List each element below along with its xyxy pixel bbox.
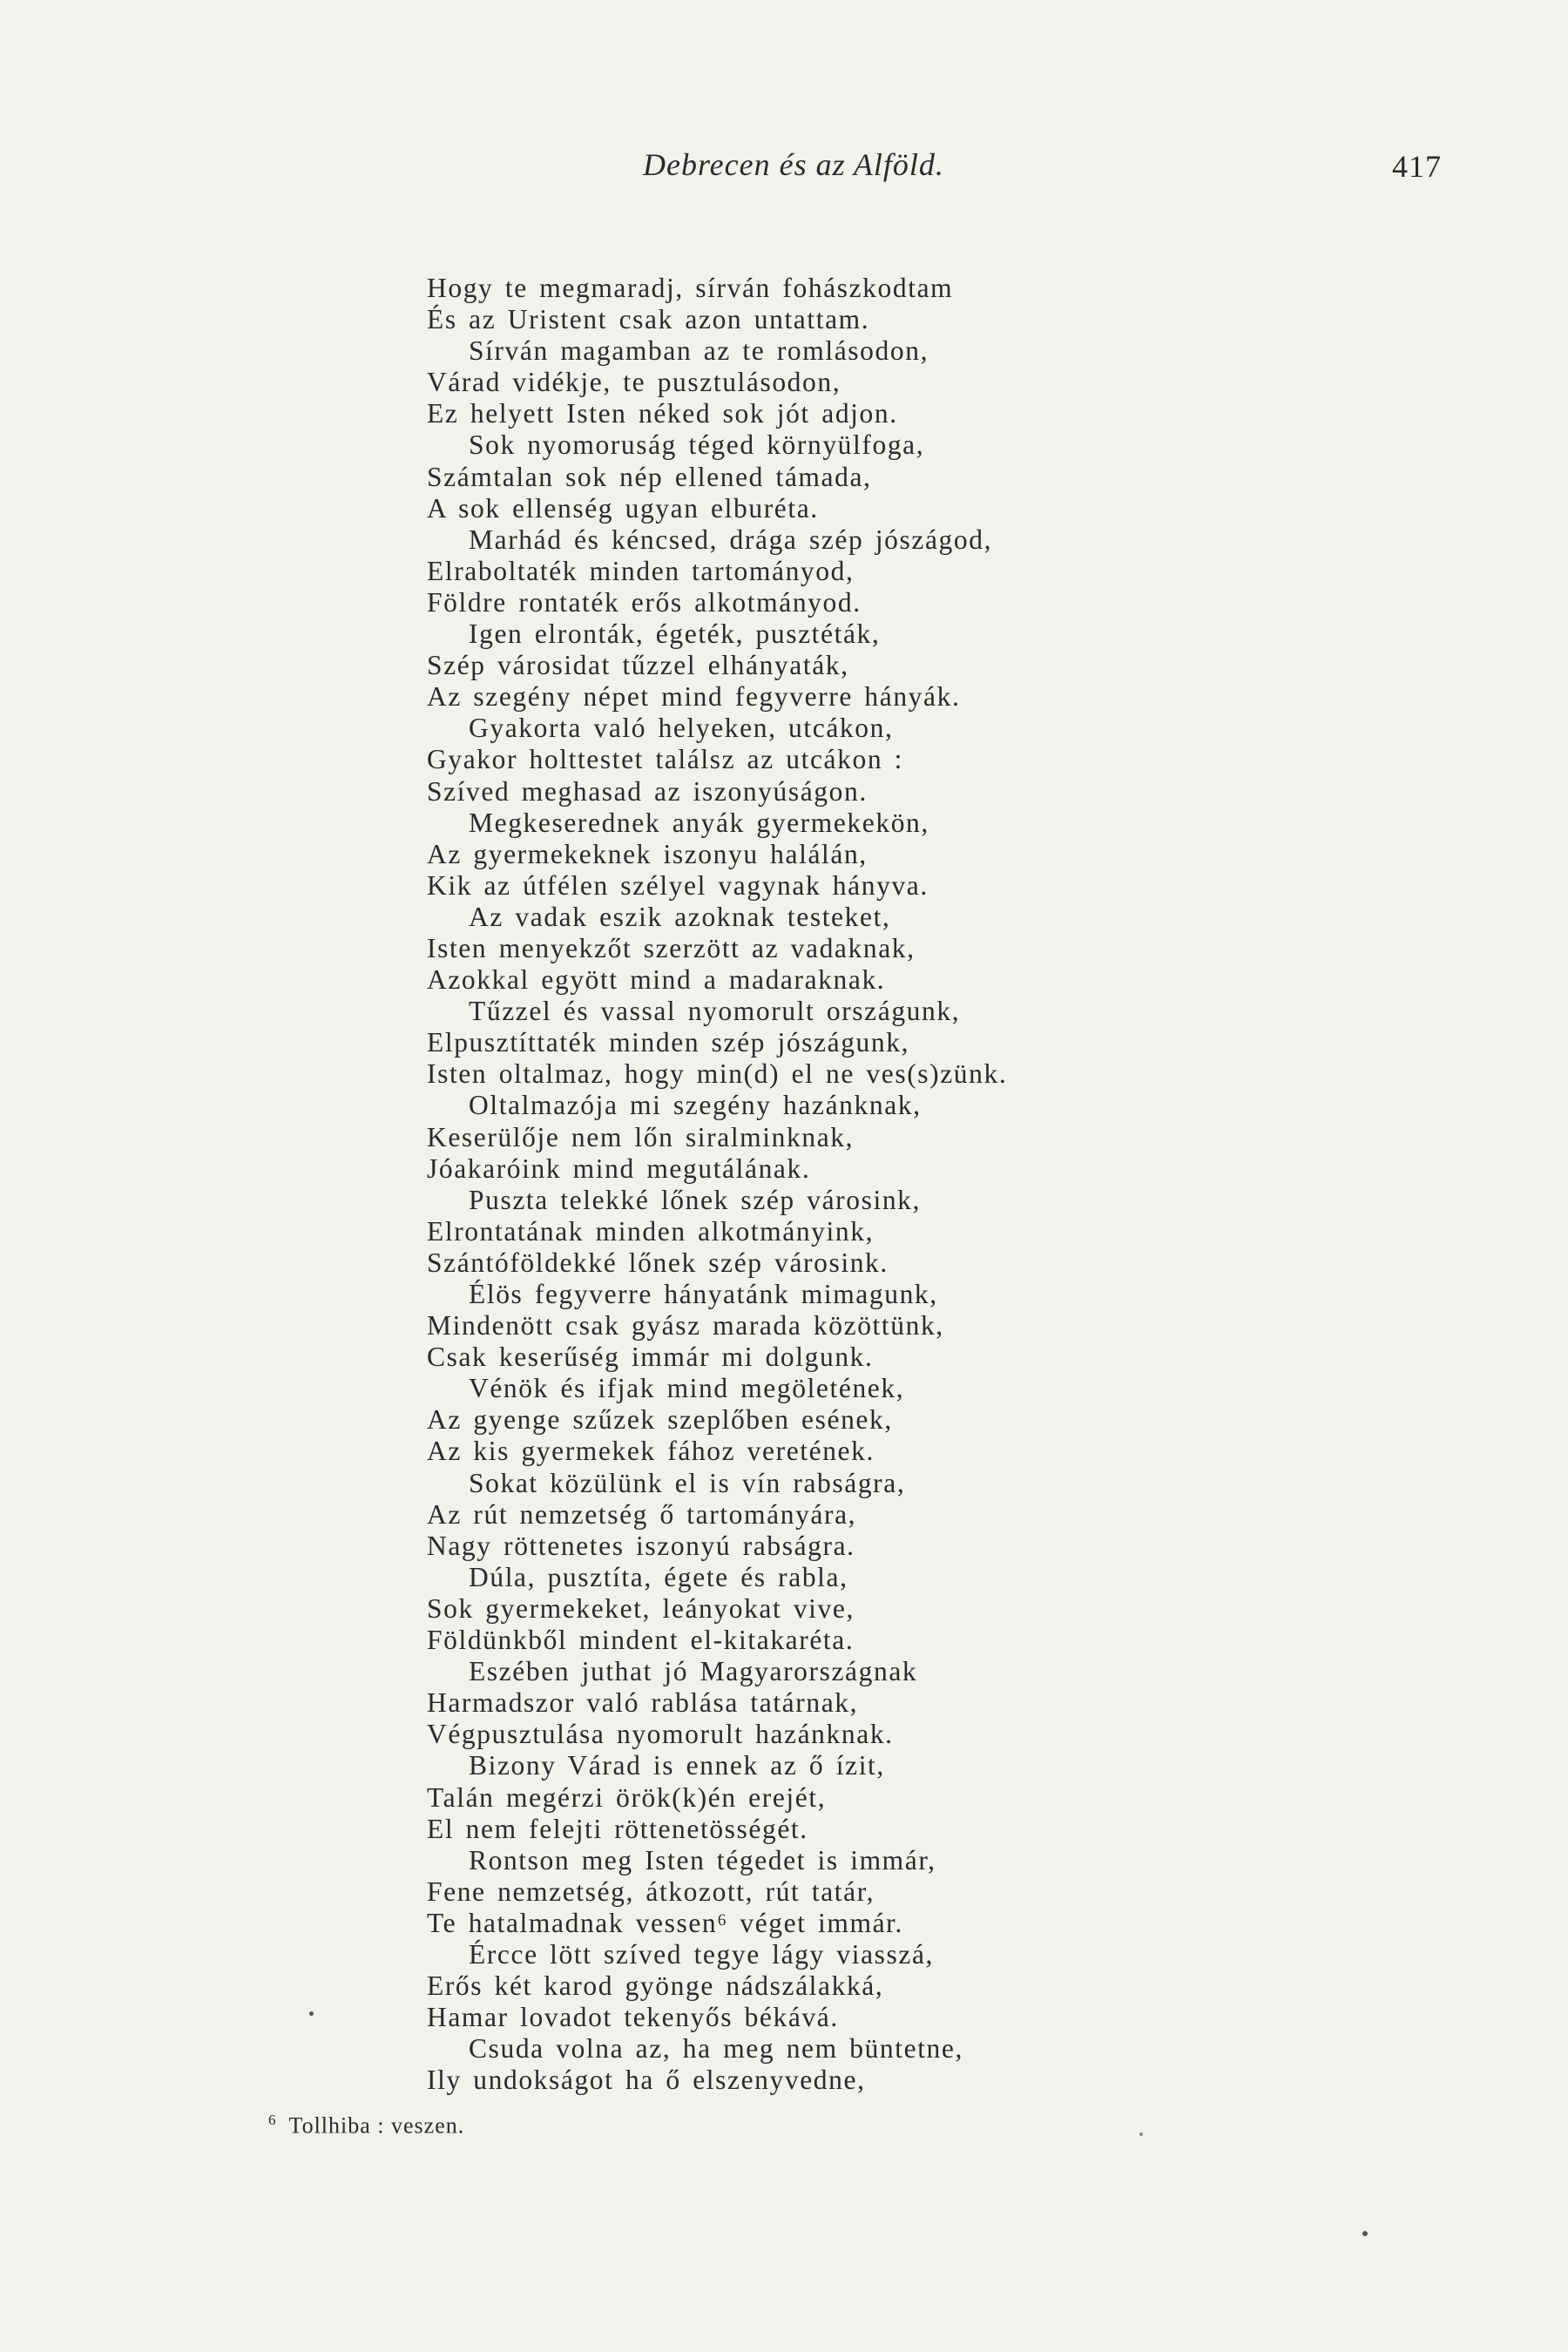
poem-line: Az kis gyermekek fához veretének. [427,1436,875,1467]
poem-line: Végpusztulása nyomorult hazánknak. [427,1719,894,1750]
poem-line: Elpusztíttaték minden szép jószágunk, [427,1027,910,1058]
poem-line: Bizony Várad is ennek az ő ízit, [469,1750,885,1781]
poem-line: Az gyermekeknek iszonyu halálán, [427,838,868,869]
poem-line: Isten menyekzőt szerzött az vadaknak, [427,932,916,963]
poem-line: Élös fegyverre hányatánk mimagunk, [469,1279,938,1309]
poem-line: Sok gyermekeket, leányokat vive, [427,1592,855,1624]
poem-line: Kik az útfélen szélyel vagynak hányva. [427,869,929,901]
poem-line: Elraboltaték minden tartományod, [427,555,855,586]
poem-line: Jóakaróink mind megutálának. [427,1152,811,1184]
poem-line: Megkeserednek anyák gyermekekön, [469,807,929,838]
poem-line: Sírván magamban az te romlásodon, [469,335,929,367]
poem-line: Várad vidékje, te pusztulásodon, [427,367,841,398]
poem-line: Hamar lovadot tekenyős békává. [427,2002,839,2033]
poem-line: Igen elronták, égeték, pusztéták, [469,618,881,650]
footnote [268,2112,464,2139]
print-speck [309,2011,314,2016]
poem-line: Az szegény népet mind fegyverre hányák. [427,681,961,713]
poem-line: Gyakorta való helyeken, utcákon, [469,713,894,744]
poem-line: A sok ellenség ugyan elburéta. [427,492,819,524]
footnote-text: Tollhiba : veszen. [288,2112,465,2139]
poem-line: Az rút nemzetség ő tartományára, [427,1498,857,1530]
poem-line: Elrontatának minden alkotmányink, [427,1215,875,1247]
poem-line: Csak keserűség immár mi dolgunk. [427,1342,874,1373]
poem-line: Szíved meghasad az iszonyúságon. [427,775,868,807]
poem-line: Nagy röttenetes iszonyú rabságra. [427,1530,855,1561]
page-number: 417 [1392,149,1442,184]
poem-line: Ez helyett Isten néked sok jót adjon. [427,398,898,429]
poem-line: Szép városidat tűzzel elhányaták, [427,650,849,681]
poem-line: Gyakor holttestet találsz az utcákon : [427,744,904,775]
poem-line: Számtalan sok nép ellened támada, [427,461,872,492]
poem-line: Puszta telekké lőnek szép városink, [469,1184,921,1215]
poem-line: Tűzzel és vassal nyomorult országunk, [469,996,961,1027]
poem-line: Szántóföldekké lőnek szép városink. [427,1247,889,1278]
running-title: Debrecen és az Alföld. [643,147,944,182]
poem-line: Csuda volna az, ha meg nem büntetne, [469,2033,963,2065]
poem-line: Oltalmazója mi szegény hazánknak, [469,1090,922,1121]
poem-line: Keserülője nem lőn siralminknak, [427,1121,855,1152]
footnote-marker: 6 [268,2112,277,2128]
print-speck [1362,2231,1368,2236]
poem-line: Te hatalmadnak vessen⁶ véget immár. [427,1907,903,1938]
poem-line: El nem felejti röttenetösségét. [427,1813,808,1844]
poem-line: Mindenött csak gyász marada közöttünk, [427,1310,944,1342]
poem-line: Ily undokságot ha ő elszenyvedne, [427,2065,866,2096]
poem-line: Erős két karod gyönge nádszálakká, [427,1970,884,2002]
poem-line: Vénök és ifjak mind megöletének, [469,1373,905,1404]
poem-line: Harmadszor való rablása tatárnak, [427,1687,859,1719]
poem-line: Fene nemzetség, átkozott, rút tatár, [427,1876,875,1907]
poem-line: Az vadak eszik azoknak testeket, [469,901,891,932]
poem-line: Hogy te megmaradj, sírván fohászkodtam [427,273,954,303]
poem-line: Isten oltalmaz, hogy min(d) el ne ves(s)zünk. [427,1058,1008,1090]
poem-line: Sok nyomoruság téged környülfoga, [469,429,925,461]
poem-line: Eszében juthat jó Magyarországnak [469,1656,918,1687]
poem-line: Marhád és kéncsed, drága szép jószágod, [469,524,993,555]
poem-line: Az gyenge szűzek szeplőben esének, [427,1404,893,1436]
poem-line: Rontson meg Isten tégedet is immár, [469,1844,936,1876]
poem-line: Talán megérzi örök(k)én erejét, [427,1781,827,1813]
print-speck [1139,2132,1143,2136]
poem-line: Dúla, pusztíta, égete és rabla, [469,1561,848,1592]
poem-line: Földünkből mindent el-kitakaréta. [427,1625,855,1656]
running-head [0,146,1568,190]
poem-line: És az Uristent csak azon untattam. [427,304,870,335]
poem-line: Azokkal egyött mind a madaraknak. [427,964,886,996]
poem-line: Ércce lött szíved tegye lágy viasszá, [469,1938,935,1970]
poem-line: Sokat közülünk el is vín rabságra, [469,1467,906,1498]
poem-text [427,273,1472,2096]
poem-line: Földre rontaték erős alkotmányod. [427,586,862,618]
